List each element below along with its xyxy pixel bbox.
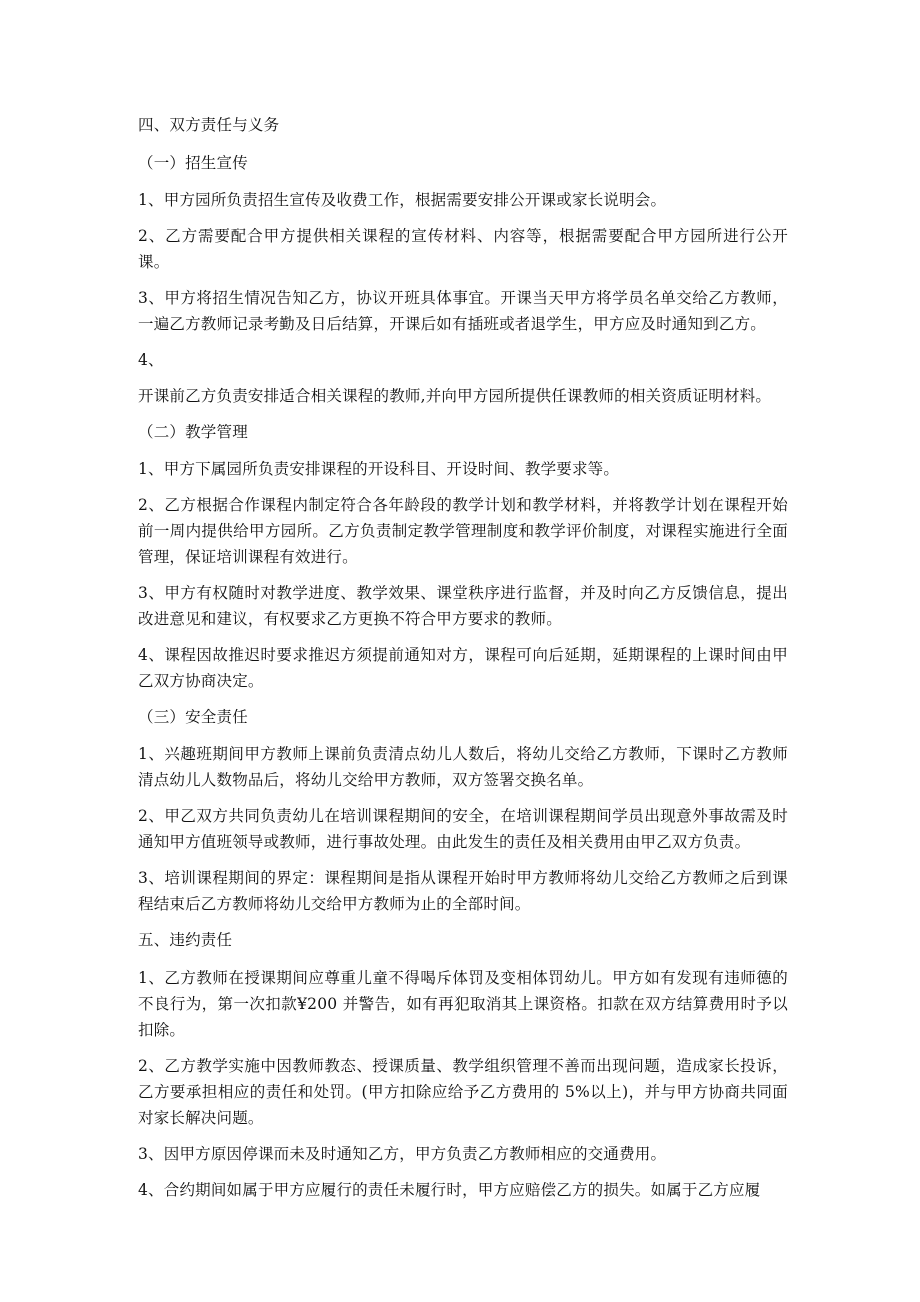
recruitment-item-3: 3、甲方将招生情况告知乙方，协议开班具体事宜。开课当天甲方将学员名单交给乙方教师，一遍乙方教师记录考勤及日后结算，开课后如有插班或者退学生，甲方应及时通知到乙方。 xyxy=(138,289,788,333)
breach-item-3: 3、因甲方原因停课而未及时通知乙方，甲方负责乙方教师相应的交通费用。 xyxy=(138,1145,667,1163)
recruitment-item-1: 1、甲方园所负责招生宣传及收费工作，根据需要安排公开课或家长说明会。 xyxy=(138,191,667,209)
document-page xyxy=(138,112,788,1213)
recruitment-item-4-text: 开课前乙方负责安排适合相关课程的教师,并向甲方园所提供任课教师的相关资质证明材料。 xyxy=(138,387,772,405)
teaching-item-1: 1、甲方下属园所负责安排课程的开设科目、开设时间、教学要求等。 xyxy=(138,460,620,478)
safety-item-1: 1、兴趣班期间甲方教师上课前负责清点幼儿人数后，将幼儿交给乙方教师，下课时乙方教师清点幼儿人数物品后，将幼儿交给甲方教师，双方签署交换名单。 xyxy=(138,745,788,789)
recruitment-item-2: 2、乙方需要配合甲方提供相关课程的宣传材料、内容等，根据需要配合甲方园所进行公开课。 xyxy=(138,227,788,271)
safety-item-2: 2、甲乙双方共同负责幼儿在培训课程期间的安全，在培训课程期间学员出现意外事故需及时通知甲方值班领导或教师，进行事故处理。由此发生的责任及相关费用由甲乙双方负责。 xyxy=(138,807,788,851)
safety-item-3: 3、培训课程期间的界定：课程期间是指从课程开始时甲方教师将幼儿交给乙方教师之后到课程结束后乙方教师将幼儿交给甲方教师为止的全部时间。 xyxy=(138,869,788,913)
breach-item-2: 2、乙方教学实施中因教师教态、授课质量、教学组织管理不善而出现问题，造成家长投诉，乙方要承担相应的责任和处罚。(甲方扣除应给予乙方费用的 5%以上)，并与甲方协商共同面对家长解决问题。 xyxy=(138,1057,788,1127)
teaching-item-4: 4、课程因故推迟时要求推迟方须提前通知对方，课程可向后延期，延期课程的上课时间由甲乙双方协商决定。 xyxy=(138,646,788,690)
subsection-recruitment-title: （一）招生宣传 xyxy=(138,154,248,172)
subsection-teaching-title: （二）教学管理 xyxy=(138,423,248,441)
subsection-safety-title: （三）安全责任 xyxy=(138,708,248,726)
section-5-title: 五、违约责任 xyxy=(138,931,233,949)
breach-item-1: 1、乙方教师在授课期间应尊重儿童不得喝斥体罚及变相体罚幼儿。甲方如有发现有违师德的不良行为，第一次扣款¥200 并警告，如有再犯取消其上课资格。扣款在双方结算费用时予以扣除。 xyxy=(138,969,788,1039)
breach-item-4: 4、合约期间如属于甲方应履行的责任未履行时，甲方应赔偿乙方的损失。如属于乙方应履 xyxy=(138,1181,761,1199)
teaching-item-2: 2、乙方根据合作课程内制定符合各年龄段的教学计划和教学材料，并将教学计划在课程开始前一周内提供给甲方园所。乙方负责制定教学管理制度和教学评价制度，对课程实施进行全面管理，保证培训课程有效进行。 xyxy=(138,496,788,566)
teaching-item-3: 3、甲方有权随时对教学进度、教学效果、课堂秩序进行监督，并及时向乙方反馈信息，提出改进意见和建议，有权要求乙方更换不符合甲方要求的教师。 xyxy=(138,584,788,628)
recruitment-item-4-number: 4、 xyxy=(138,351,164,369)
section-4-title: 四、双方责任与义务 xyxy=(138,116,280,134)
